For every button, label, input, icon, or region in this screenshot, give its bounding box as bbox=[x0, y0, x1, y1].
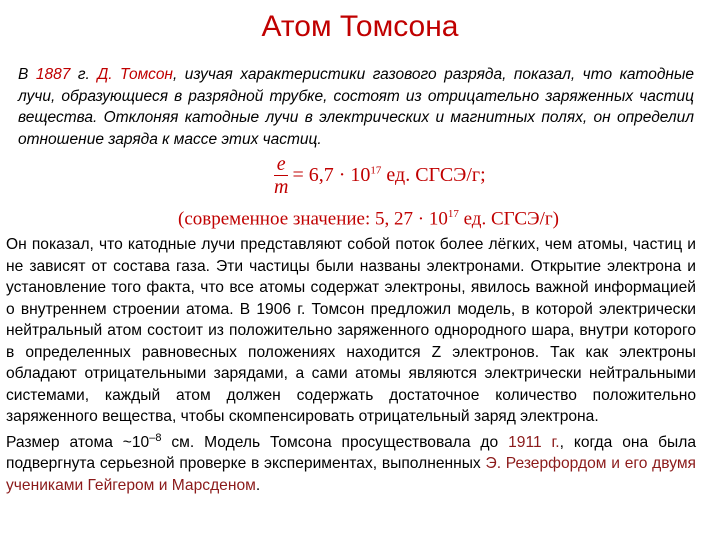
formula-exponent: 17 bbox=[370, 164, 382, 177]
experiment-text: , когда она была подвергнута серьезной проверке в экспериментах, выполненных bbox=[6, 433, 696, 473]
intro-paragraph bbox=[18, 64, 694, 150]
modern-value bbox=[178, 208, 598, 230]
fraction-denominator: m bbox=[274, 176, 289, 198]
end-period: . bbox=[255, 476, 261, 494]
body-text bbox=[6, 234, 696, 496]
modern-exponent: 17 bbox=[447, 208, 459, 220]
body-paragraph-1: Он показал, что катодные лучи представляют собой поток более лёгких, чем атомы, частиц и не зависят от состава газа. Эти частицы были названы электронами. Открытие электрона и установление того факта, что все атомы содержат электроны, явилось важной информацией о внутреннем строении атома. В 1906 г. Томсон предложил модель, в которой электрически нейтральный атом состоит из положительно заряженного однородного шара, внутри которого в определенных равновесных положениях находится Z электронов. Так как электроны обладают отрицательными зарядами, а сами атомы являются электрически нейтральными системами, каждый атом должен содержать достаточное количество положительно заряженного вещества, чтобы скомпенсировать отрицательный заряд электрона. bbox=[6, 236, 696, 425]
slide-title: Атом Томсона bbox=[261, 10, 459, 43]
year-1911: 1911 г. bbox=[508, 433, 560, 451]
fraction bbox=[274, 153, 288, 198]
intro-text: , изучая характеристики газового разряда, показал, что катодные лучи, образующиеся в разрядной трубке, состоят из отрицательно заряженных частиц вещества. Отклоняя катодные лучи в электрических и магнитных полях, он определил отношение заряда к массе этих частиц. bbox=[18, 66, 694, 148]
intro-year: 1887 bbox=[35, 66, 71, 83]
modern-unit: ед. СГСЭ/г) bbox=[458, 208, 559, 230]
modern-text: (современное значение: 5, 27 · 10 bbox=[178, 208, 448, 230]
size-exponent: –8 bbox=[149, 431, 162, 444]
charge-mass-formula bbox=[274, 153, 486, 198]
intro-name: Д. Томсон bbox=[97, 66, 173, 83]
students-text: и его двумя учениками Гейгером и Марсденом bbox=[6, 455, 696, 494]
formula-unit: ед. СГСЭ/г; bbox=[381, 164, 486, 186]
fraction-numerator: e bbox=[274, 153, 288, 176]
intro-mid: г. bbox=[70, 66, 98, 83]
intro-pre: В bbox=[18, 66, 36, 83]
size-text: Размер атома ~10 bbox=[6, 433, 150, 451]
rutherford-name: Э. Резерфордом bbox=[485, 455, 607, 473]
body-paragraph-2 bbox=[6, 428, 696, 497]
formula-rhs bbox=[292, 164, 485, 187]
formula-equals: = 6,7 · 10 bbox=[292, 164, 371, 186]
model-text: см. Модель Томсона просуществовала до bbox=[161, 433, 509, 451]
